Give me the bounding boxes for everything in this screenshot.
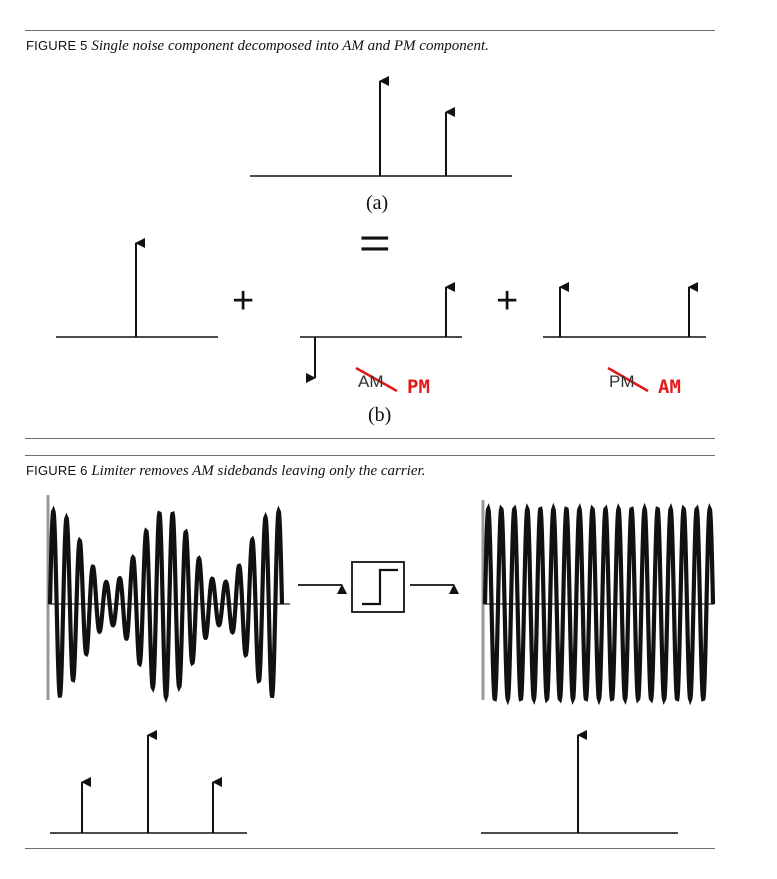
fig6-input-spectrum	[50, 735, 247, 833]
fig6-output-waveform-plot	[483, 500, 714, 700]
middle-struck-label: AM	[358, 372, 384, 391]
plus-sign-right: +	[496, 280, 519, 322]
equals-sign: =	[358, 219, 391, 268]
fig5-bottom-rule	[25, 438, 715, 439]
fig6-top-rule	[25, 455, 715, 456]
figure6-caption	[26, 463, 425, 480]
figure6-caption-text: Limiter removes AM sidebands leaving only the carrier.	[91, 463, 426, 479]
fig6-limiter-block	[298, 562, 454, 612]
figure5-number: FIGURE 5	[26, 38, 88, 53]
fig5-label-b: (b)	[368, 404, 392, 426]
figure5-caption-text: Single noise component decomposed into AM and PM component.	[91, 38, 489, 54]
fig5a-spectrum	[250, 81, 512, 176]
fig6-output-spectrum	[481, 735, 678, 833]
plus-sign-left: +	[232, 280, 255, 322]
fig5-label-a: (a)	[366, 192, 389, 214]
fig5b-am-spectrum	[543, 287, 706, 337]
figure6-number: FIGURE 6	[26, 463, 88, 478]
middle-corrected-label: PM	[407, 376, 430, 398]
fig5b-pm-spectrum	[300, 287, 462, 378]
fig5b-carrier-spectrum	[56, 243, 218, 337]
right-struck-label: PM	[609, 372, 635, 391]
fig6-input-waveform-plot	[48, 495, 290, 700]
right-corrected-label: AM	[658, 376, 681, 398]
bottom-rule	[25, 848, 715, 849]
